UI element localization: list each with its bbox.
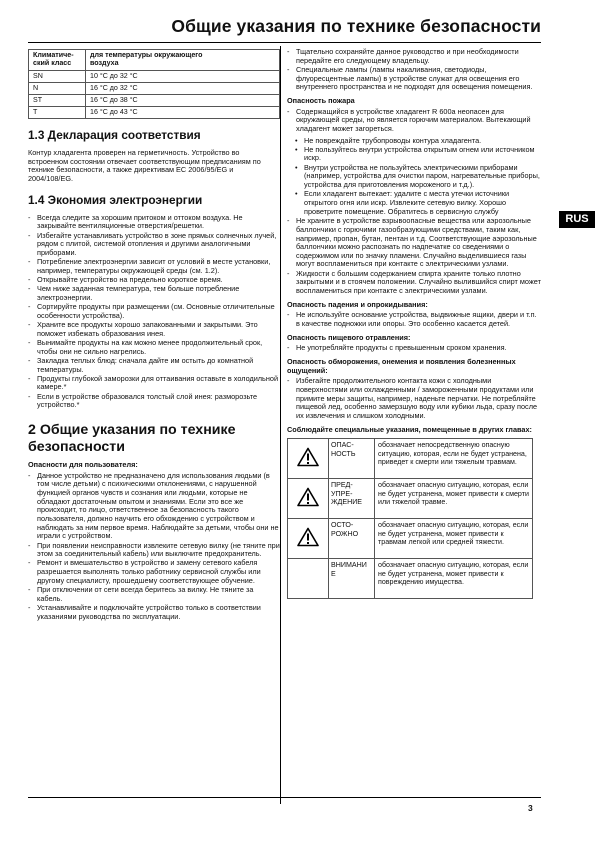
signal-word: ОСТО- РОЖНО xyxy=(329,519,375,559)
list-item: - Не употребляйте продукты с превышенным сроком хранения. xyxy=(287,344,541,353)
table-cell: 16 °C до 32 °C xyxy=(86,83,280,95)
header-divider xyxy=(28,42,541,43)
list-item: • Не повреждайте трубопроводы контура хладагента. xyxy=(287,137,541,146)
climate-class-table xyxy=(28,49,280,119)
list-item: - Данное устройство не предназначено для использования людьми (в том числе детьми) с психическими отклонениями, с нарушенной функцией органов чувств и сознания или людьми, которые не обладают достаточным опытом и знаниями. Если это все же происходит, то лицо, ответственное за безопасность такого пользователя, должно научить его обхождению с устройством и наблюдать за ним первое время. Наблюдайте за детьми, чтобы они не играли с устройством. xyxy=(28,472,280,541)
table-row xyxy=(29,107,280,119)
page-title: Общие указания по технике безопасности xyxy=(171,16,541,36)
table-header-row xyxy=(29,50,280,71)
table-row xyxy=(288,519,533,559)
list-item: - Потребление электроэнергии зависит от условий в месте установки, например, температуры окружающей среды (см. 1.2). xyxy=(28,258,280,275)
table-row xyxy=(288,559,533,599)
signal-word-description: обозначает опасную ситуацию, которая, если не будет устранена, может привести к травмам легкой или средней тяжести. xyxy=(375,519,533,559)
signal-word: ПРЕД- УПРЕ- ЖДЕНИЕ xyxy=(329,479,375,519)
table-cell: N xyxy=(29,83,86,95)
list-item: - Всегда следите за хорошим притоком и оттоком воздуха. Не закрывайте вентиляционные отверстия/решетки. xyxy=(28,214,280,231)
fire-hazard-heading: Опасность пожара xyxy=(287,95,355,105)
fire-hazard-intro xyxy=(287,108,541,134)
list-item: - Чем ниже заданная температура, тем больше потребление электроэнергии. xyxy=(28,285,280,302)
list-item: • Внутри устройства не пользуйтесь электрическими приборами (например, устройства для очистки паром, нагревательные приборы, устройства для приготовления мороженого и т.д.). xyxy=(287,164,541,190)
table-cell: 16 °C до 43 °C xyxy=(86,107,280,119)
fire-hazard-list xyxy=(287,217,541,296)
table-row xyxy=(288,479,533,519)
warning-icon-cell xyxy=(288,519,329,559)
frostbite-hazard-heading: Опасность обморожения, онемения и появления болезненных ощущений: xyxy=(287,356,516,375)
list-item: - Избегайте продолжительного контакта кожи с холодными поверхностями или охлажденными / замороженными продуктами или примите меры защиты, например, наденьте перчатки. Не потребляйте пищевой лед, особенно замерзшую воду или кубики льда, сразу после их извлечения и слишком холодными. xyxy=(287,377,541,420)
signal-word-description: обозначает опасную ситуацию, которая, если не будет устранена, может привести к смерти или тяжелой травме. xyxy=(375,479,533,519)
footer-divider xyxy=(28,797,541,798)
language-badge: RUS xyxy=(559,211,595,228)
fire-hazard-bullets xyxy=(287,137,541,217)
declaration-text: Контур хладагента проверен на герметичность. Устройство во встроенном состоянии отвечает соответствующим предписаниям по технике безопасности, а также директивам EC 2006/95/EG и 2004/108/EG. xyxy=(28,148,261,183)
signal-word-description: обозначает непосредственную опасную ситуацию, которая, если не будет устранена, приведет к смерти или тяжелым травмам. xyxy=(375,439,533,479)
page-number: 3 xyxy=(528,803,533,813)
list-item: - Храните все продукты хорошо запакованными и закрытыми. Это поможет избежать образования инея. xyxy=(28,321,280,338)
table-cell: 16 °C до 38 °C xyxy=(86,95,280,107)
list-item: • Если хладагент вытекает: удалите с места утечки источники открытого огня или искр. Извлеките сетевую вилку. Хорошо проветрите помещение. Обратитесь в сервисную службу xyxy=(287,190,541,216)
general-notes-list xyxy=(287,48,541,92)
list-item: - Не храните в устройстве взрывоопасные вещества или аэрозольные баллончики с горючими газообразующими средствами, таким как, например, пропан, бутан, пентан и т.д. Соответствующие аэрозольные баллончики можно распознать по надпечатке со сведениями о содержимом или по значку пламени. Случайно выделившиеся газы могут воспламениться при контакте с электрическими узлами. xyxy=(287,217,541,269)
column-divider xyxy=(280,46,281,804)
signal-word-description: обозначает опасную ситуацию, которая, если не будет устранена, может привести к повреждению имущества. xyxy=(375,559,533,599)
food-poisoning-heading: Опасность пищевого отравления: xyxy=(287,332,411,342)
warning-icon-cell xyxy=(288,439,329,479)
warning-icon-cell xyxy=(288,479,329,519)
list-item: - Устанавливайте и подключайте устройство только в соответствии указаниями руководства по эксплуатации. xyxy=(28,604,280,621)
fall-hazard-list xyxy=(287,311,541,328)
right-column xyxy=(287,48,541,599)
list-item: - Содержащийся в устройстве хладагент R 600a неопасен для окружающей среды, но является горючим материалом. Вытекающий хладагент может загореться. xyxy=(287,108,541,134)
table-row xyxy=(29,83,280,95)
signal-words-table xyxy=(287,438,533,599)
signal-word: ВНИМАНИ Е xyxy=(329,559,375,599)
frostbite-hazard-list xyxy=(287,377,541,420)
section-heading-safety: 2 Общие указания по технике безопасности xyxy=(28,422,236,455)
warning-triangle-icon xyxy=(297,527,319,547)
list-item: - Вынимайте продукты на как можно менее продолжительный срок, чтобы они не сильно нагрелись. xyxy=(28,339,280,356)
user-hazards-heading: Опасности для пользователя: xyxy=(28,460,138,469)
user-hazards-list xyxy=(28,472,280,622)
energy-saving-list xyxy=(28,214,280,410)
left-column xyxy=(28,48,280,624)
list-item: - Специальные лампы (лампы накаливания, светодиоды, флуоресцентные лампы) в устройстве служат для освещения его внутреннего пространства и не подходят для освещения помещения. xyxy=(287,66,541,92)
table-cell: 10 °C до 32 °C xyxy=(86,71,280,83)
food-poisoning-list xyxy=(287,344,541,353)
list-item: - При появлении неисправности извлеките сетевую вилку (не тяните при этом за соединительный кабель) или выключите предохранитель. xyxy=(28,542,280,559)
fall-hazard-heading: Опасность падения и опрокидывания: xyxy=(287,299,428,309)
table-row xyxy=(288,439,533,479)
list-item: - Тщательно сохраняйте данное руководство и при необходимости передайте его следующему владельцу. xyxy=(287,48,541,65)
table-cell: ST xyxy=(29,95,86,107)
list-item: • Не пользуйтесь внутри устройства открытым огнем или источником искр. xyxy=(287,146,541,163)
list-item: - Избегайте устанавливать устройство в зоне прямых солнечных лучей, рядом с плитой, системой отопления и другими аналогичными приборами. xyxy=(28,232,280,258)
empty-icon-cell xyxy=(288,559,329,599)
warning-triangle-icon xyxy=(297,447,319,467)
table-row xyxy=(29,95,280,107)
warning-triangle-icon xyxy=(297,487,319,507)
list-item: - Жидкости с большим содержанием спирта храните только плотно закрытыми и в стоячем положении. Случайно вылившийся спирт может воспламениться при контакте с электрическими узлами. xyxy=(287,270,541,296)
list-item: - Открывайте устройство на предельно короткое время. xyxy=(28,276,280,285)
list-item: - Если в устройстве образовался толстый слой инея: разморозьте устройство.* xyxy=(28,393,280,410)
list-item: - Продукты глубокой заморозки для оттаивания оставьте в холодильной камере.* xyxy=(28,375,280,392)
section-heading-declaration: 1.3 Декларация соответствия xyxy=(28,128,201,142)
list-item: - Ремонт и вмешательство в устройство и замену сетевого кабеля разрешается выполнять только работнику сервисной службы или другому специалисту, прошедшему соответствующее обучение. xyxy=(28,559,280,585)
table-cell: SN xyxy=(29,71,86,83)
temperature-header: для температуры окружающего воздуха xyxy=(86,50,280,71)
table-cell: T xyxy=(29,107,86,119)
list-item: - Сортируйте продукты при размещении (см. Основные отличительные особенности устройства). xyxy=(28,303,280,320)
section-heading-energy-saving: 1.4 Экономия электроэнергии xyxy=(28,192,203,207)
climate-class-header: Климатиче- ский класс xyxy=(29,50,86,71)
list-item: - Не используйте основание устройства, выдвижные ящики, двери и т.п. в качестве подножки или опоры. Это особенно касается детей. xyxy=(287,311,541,328)
list-item: - При отключении от сети всегда беритесь за вилку. Не тяните за кабель. xyxy=(28,586,280,603)
list-item: - Закладка теплых блюд: сначала дайте им остыть до комнатной температуры. xyxy=(28,357,280,374)
signal-word: ОПАС- НОСТЬ xyxy=(329,439,375,479)
table-row xyxy=(29,71,280,83)
special-notes-heading: Соблюдайте специальные указания, помещенные в других главах: xyxy=(287,424,532,434)
